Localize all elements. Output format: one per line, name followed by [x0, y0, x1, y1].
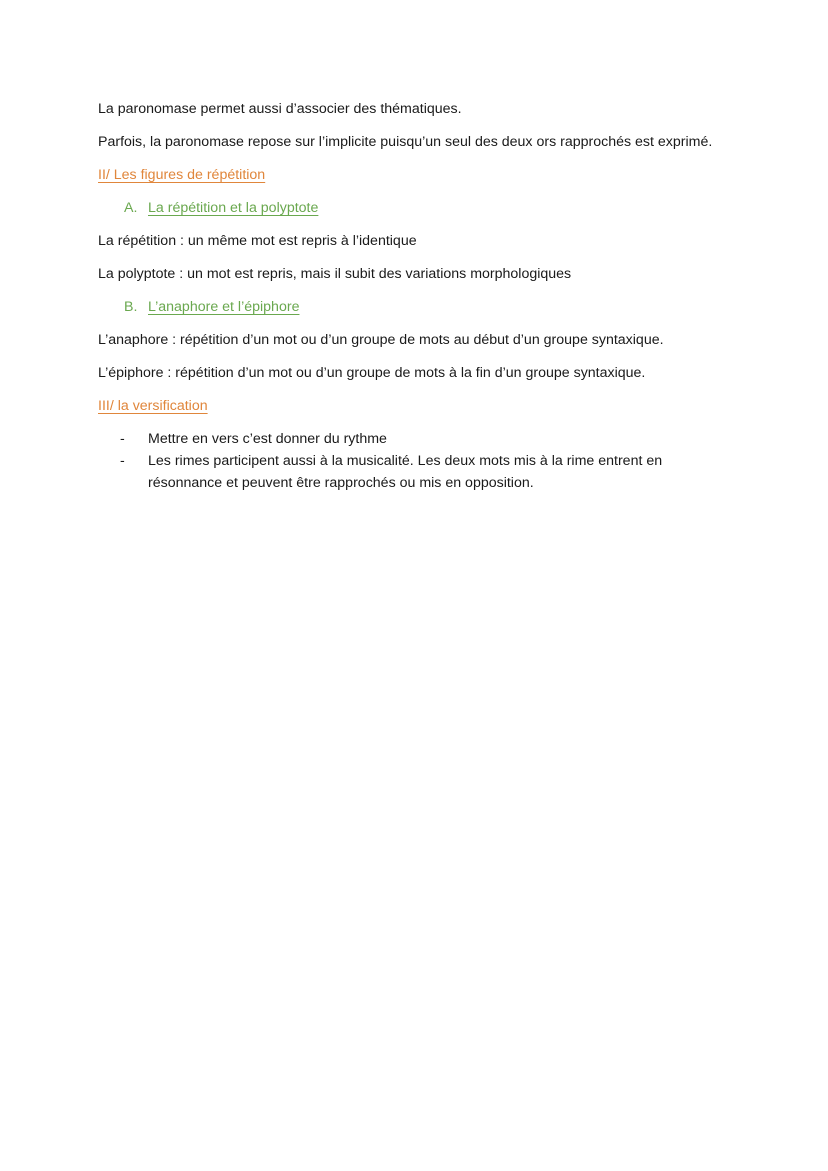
bullet-dash: -	[120, 431, 125, 447]
list-item-text: Les rimes participent aussi à la musicalité. Les deux mots mis à la rime entrent en résonnance et peuvent être rapprochés ou mis en opposition.	[148, 453, 663, 491]
paragraph: La polyptote : un mot est repris, mais il subit des variations morphologiques	[98, 266, 572, 282]
bullet-dash: -	[120, 453, 125, 469]
list-item	[98, 428, 728, 450]
list-item	[98, 450, 728, 494]
bullet-list	[98, 428, 728, 494]
list-item-text: Mettre en vers c’est donner du rythme	[148, 431, 387, 447]
subsection-heading-b	[98, 296, 728, 318]
section-heading-ii: II/ Les figures de répétition	[98, 167, 266, 183]
paragraph: La répétition : un même mot est repris à l’identique	[98, 233, 417, 249]
subsection-title: La répétition et la polyptote	[148, 200, 319, 216]
section-heading-iii: III/ la versification	[98, 398, 208, 414]
subsection-heading-a	[98, 197, 728, 219]
paragraph: L’anaphore : répétition d’un mot ou d’un groupe de mots au début d’un groupe syntaxique.	[98, 332, 664, 348]
paragraph: La paronomase permet aussi d’associer des thématiques.	[98, 101, 462, 117]
paragraph: Parfois, la paronomase repose sur l’implicite puisqu’un seul des deux ors rapprochés est exprimé.	[98, 134, 713, 150]
list-marker: A.	[124, 200, 138, 216]
subsection-title: L’anaphore et l’épiphore	[148, 299, 300, 315]
list-marker: B.	[124, 299, 138, 315]
paragraph: L’épiphore : répétition d’un mot ou d’un groupe de mots à la fin d’un groupe syntaxique.	[98, 365, 646, 381]
